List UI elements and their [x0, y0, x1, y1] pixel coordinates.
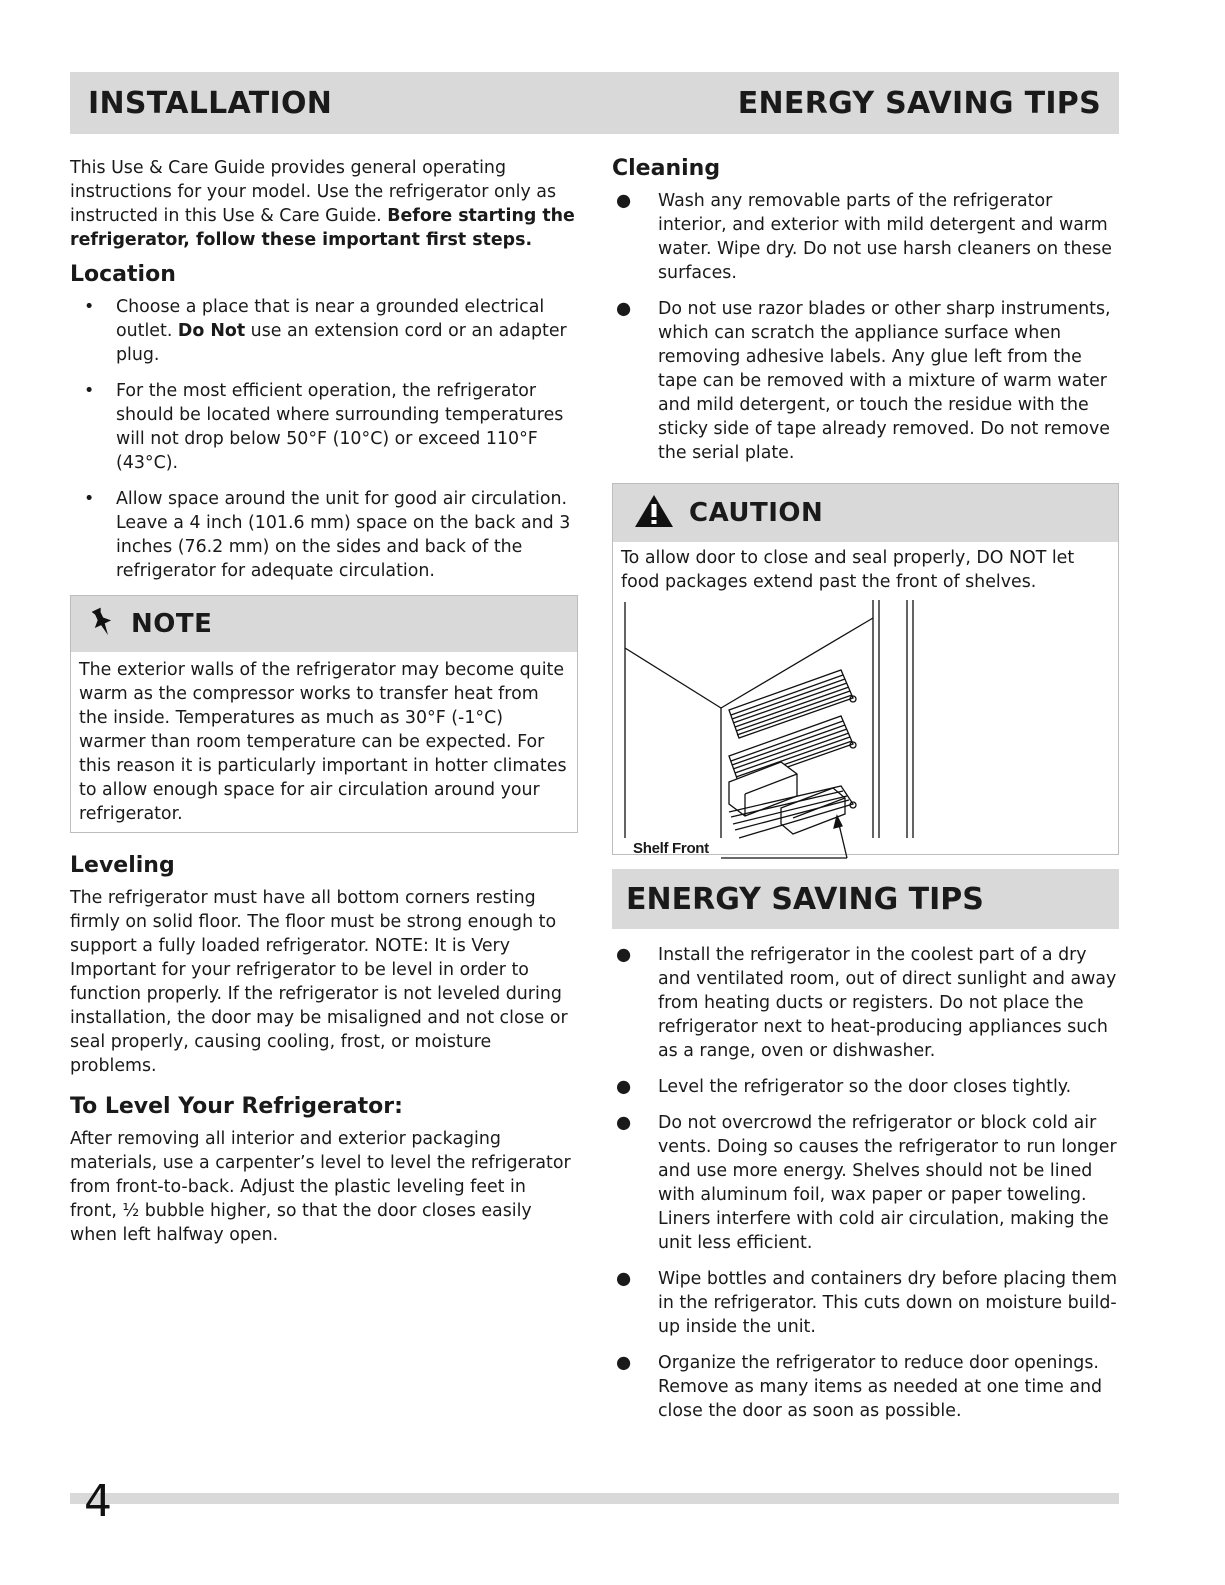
- energy-heading: ENERGY SAVING TIPS: [626, 881, 984, 917]
- to-level-heading: To Level Your Refrigerator:: [70, 1094, 403, 1119]
- shelf-front-label: Shelf Front: [633, 840, 709, 857]
- refrigerator-shelf-drawing: [621, 598, 921, 863]
- caution-label: CAUTION: [689, 498, 824, 528]
- caution-box: [612, 483, 1119, 855]
- caution-body: [613, 542, 1118, 857]
- bullet-icon: ●: [616, 945, 632, 965]
- shelf-illustration: [621, 598, 1110, 857]
- caution-text: To allow door to close and seal properly, DO NOT let food packages extend past the front of shelves.: [621, 548, 1075, 592]
- list-item: [612, 1111, 1119, 1255]
- warning-triangle-icon: [633, 493, 675, 533]
- bullet-icon: ●: [616, 1077, 632, 1097]
- intro-paragraph: [70, 156, 578, 252]
- right-column: [612, 156, 1119, 1435]
- list-item: [70, 487, 578, 583]
- cleaning-list: [612, 189, 1119, 465]
- list-item: [612, 1075, 1119, 1099]
- intro-text: This Use & Care Guide provides general operating instructions for your model. Use the refrigerator only as instructed in this Use & Care Guide.: [70, 158, 557, 226]
- pushpin-icon: [91, 606, 117, 642]
- note-box: [70, 595, 578, 833]
- list-item: [612, 1351, 1119, 1423]
- list-item: [612, 189, 1119, 285]
- energy-header: [612, 869, 1119, 929]
- energy-item: Do not overcrowd the refrigerator or block cold air vents. Doing so causes the refrigerator to run longer and use more energy. Shelves should not be lined with aluminum foil, wax paper or paper toweling. Liners interfere with cold air circulation, making the unit less efficient.: [658, 1113, 1117, 1253]
- note-body: [71, 652, 577, 832]
- bullet-icon: •: [84, 489, 95, 509]
- page-header: [70, 72, 1119, 134]
- energy-list: [612, 943, 1119, 1423]
- cleaning-item: Do not use razor blades or other sharp instruments, which can scratch the appliance surface when removing adhesive labels. Any glue left from the tape can be removed with a mixture of warm water and mild detergent, or touch the residue with the sticky side of tape already removed. Do not remove the serial plate.: [658, 299, 1111, 463]
- leveling-heading: Leveling: [70, 853, 175, 878]
- note-header: [71, 596, 577, 652]
- list-item: [612, 1267, 1119, 1339]
- location-item2: For the most efficient operation, the refrigerator should be located where surrounding temperatures will not drop below 50°F (10°C) or exceed 110°F (43°C).: [116, 381, 564, 473]
- energy-item: Install the refrigerator in the coolest part of a dry and ventilated room, out of direct sunlight and away from heating ducts or registers. Do not place the refrigerator next to heat-producing appliances such as a range, oven or dishwasher.: [658, 945, 1117, 1061]
- bullet-icon: ●: [616, 299, 632, 319]
- note-text: The exterior walls of the refrigerator may become quite warm as the compressor works to transfer heat from the inside. Temperatures as much as 30°F (-1°C) warmer than room temperature can be expected. For this reason it is particularly important in hotter climates to allow enough space for air circulation around your refrigerator.: [79, 660, 567, 824]
- to-level-text: After removing all interior and exterior packaging materials, use a carpenter’s level to level the refrigerator from front-to-back. Adjust the plastic leveling feet in front, ½ bubble higher, so that the door closes easily when left halfway open.: [70, 1129, 571, 1245]
- energy-item: Wipe bottles and containers dry before placing them in the refrigerator. This cuts down on moisture build-up inside the unit.: [658, 1269, 1118, 1337]
- location-heading: Location: [70, 262, 176, 287]
- list-item: [70, 295, 578, 367]
- cleaning-item: Wash any removable parts of the refrigerator interior, and exterior with mild detergent and warm water. Wipe dry. Do not use harsh cleaners on these surfaces.: [658, 191, 1112, 283]
- page-number: 4: [84, 1476, 112, 1527]
- bullet-icon: ●: [616, 1269, 632, 1289]
- note-label: NOTE: [131, 609, 213, 639]
- location-item1-post: use an extension cord or an adapter plug.: [116, 321, 567, 365]
- energy-item: Level the refrigerator so the door closes tightly.: [658, 1077, 1072, 1097]
- header-right-title: ENERGY SAVING TIPS: [737, 85, 1101, 121]
- bullet-icon: ●: [616, 1353, 632, 1373]
- leveling-text: The refrigerator must have all bottom corners resting firmly on solid floor. The floor must be strong enough to support a fully loaded refrigerator. NOTE: It is Very Important for your refrigerator to be level in order to function properly. If the refrigerator is not leveled during installation, the door may be misaligned and not close or seal properly, causing cooling, frost, or moisture problems.: [70, 888, 568, 1076]
- list-item: [612, 297, 1119, 465]
- energy-item: Organize the refrigerator to reduce door openings. Remove as many items as needed at one time and close the door as soon as possible.: [658, 1353, 1103, 1421]
- location-item1-pre: Choose a place that is near a grounded electrical outlet.: [116, 297, 545, 341]
- list-item: [70, 379, 578, 475]
- location-item3: Allow space around the unit for good air circulation. Leave a 4 inch (101.6 mm) space on the back and 3 inches (76.2 mm) on the sides and back of the refrigerator for adequate circulation.: [116, 489, 571, 581]
- list-item: [612, 943, 1119, 1063]
- bullet-icon: ●: [616, 1113, 632, 1133]
- footer-rule: [70, 1493, 1119, 1504]
- header-left-title: INSTALLATION: [88, 85, 333, 121]
- caution-header: [613, 484, 1118, 542]
- location-list: [70, 295, 578, 583]
- bullet-icon: ●: [616, 191, 632, 211]
- cleaning-heading: Cleaning: [612, 156, 721, 181]
- bullet-icon: •: [84, 381, 95, 401]
- intro-bold: Before starting the refrigerator, follow these important first steps.: [70, 206, 575, 250]
- left-column: [70, 156, 578, 1247]
- bullet-icon: •: [84, 297, 95, 317]
- location-item1-bold: Do Not: [177, 321, 246, 341]
